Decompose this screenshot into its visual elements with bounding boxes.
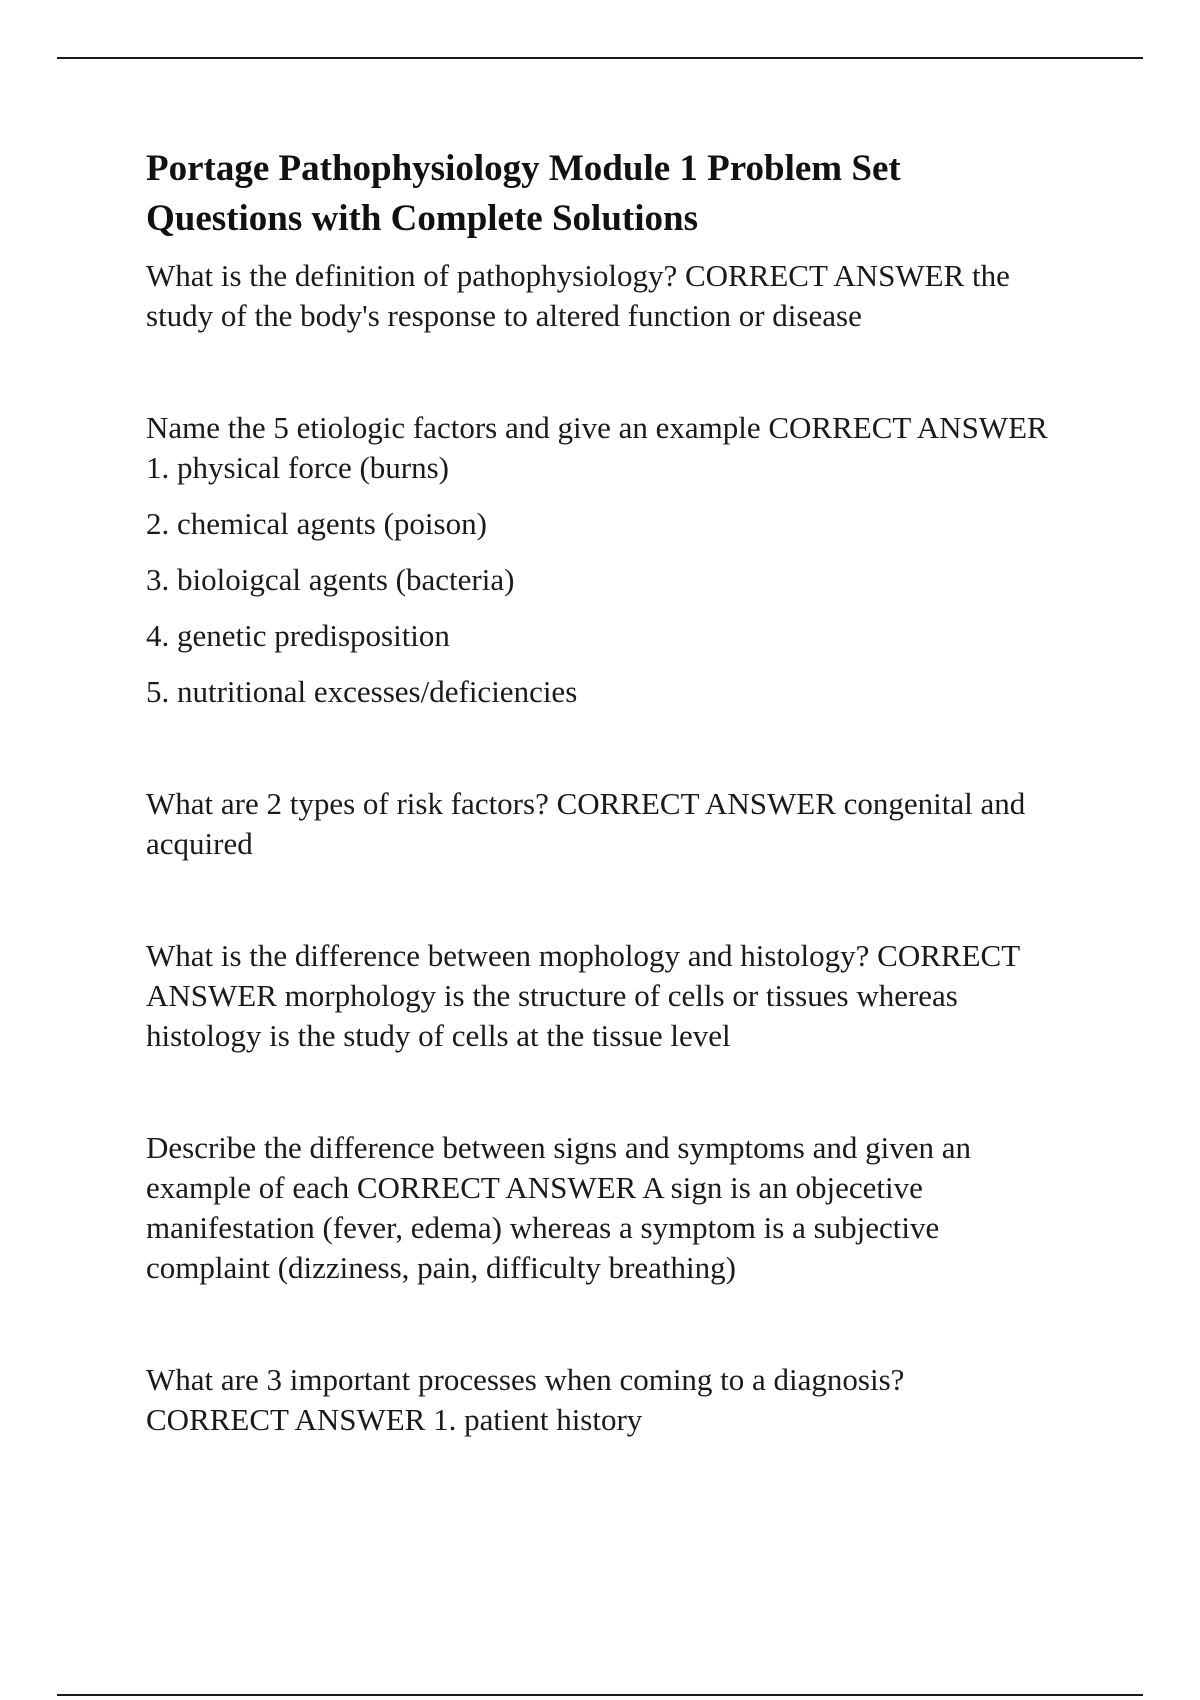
etiologic-factor-item: 4. genetic predisposition [146, 618, 450, 653]
qa-4-line-1: What is the difference between mophology and histology? CORRECT [146, 938, 1021, 973]
qa-5-line-2: example of each CORRECT ANSWER A sign is an objecetive [146, 1170, 923, 1205]
qa-5-line-3: manifestation (fever, edema) whereas a symptom is a subjective [146, 1210, 940, 1245]
qa-block-5 [146, 1128, 1106, 1288]
title-line-1: Portage Pathophysiology Module 1 Problem Set [146, 148, 901, 189]
qa-4-line-2: ANSWER morphology is the structure of cells or tissues whereas [146, 978, 958, 1013]
qa-2-line-1: Name the 5 etiologic factors and give an example CORRECT ANSWER [146, 410, 1048, 445]
qa-6-line-1: What are 3 important processes when coming to a diagnosis? [146, 1362, 905, 1397]
qa-block-6 [146, 1360, 1106, 1440]
document-title [146, 144, 1106, 244]
qa-block-3 [146, 784, 1106, 864]
etiologic-factor-item: 1. physical force (burns) [146, 450, 450, 485]
qa-1-line-2: study of the body's response to altered function or disease [146, 298, 862, 333]
qa-block-4 [146, 936, 1106, 1056]
qa-5-line-4: complaint (dizziness, pain, difficulty breathing) [146, 1250, 736, 1285]
etiologic-factor-item: 2. chemical agents (poison) [146, 506, 487, 541]
qa-1-line-1: What is the definition of pathophysiology? CORRECT ANSWER the [146, 258, 1010, 293]
qa-3-line-1: What are 2 types of risk factors? CORRECT ANSWER congenital and [146, 786, 1026, 821]
qa-6-line-2: CORRECT ANSWER 1. patient history [146, 1402, 643, 1437]
qa-4-line-3: histology is the study of cells at the tissue level [146, 1018, 731, 1053]
qa-block-2 [146, 408, 1106, 712]
document-page [146, 144, 1106, 1440]
top-rule [57, 57, 1143, 59]
bottom-rule [57, 1694, 1143, 1696]
qa-block-1 [146, 256, 1106, 336]
etiologic-factor-item: 5. nutritional excesses/deficiencies [146, 674, 578, 709]
title-line-2: Questions with Complete Solutions [146, 198, 698, 239]
qa-3-line-2: acquired [146, 826, 253, 861]
etiologic-factor-item: 3. bioloigcal agents (bacteria) [146, 562, 515, 597]
qa-5-line-1: Describe the difference between signs and symptoms and given an [146, 1130, 971, 1165]
